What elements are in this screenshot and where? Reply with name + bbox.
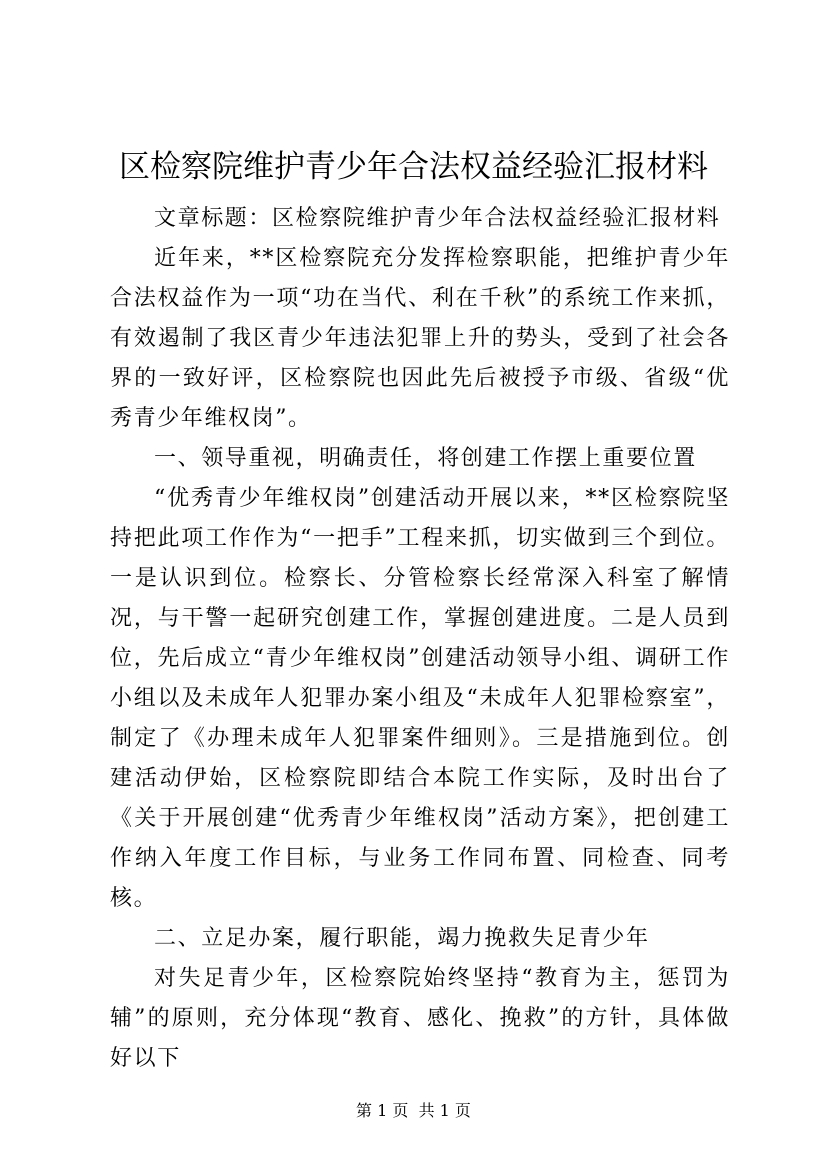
document-title: 区检察院维护青少年合法权益经验汇报材料 bbox=[119, 149, 708, 185]
article-title-line: 文章标题：区检察院维护青少年合法权益经验汇报材料 bbox=[154, 206, 721, 231]
section-1-paragraph: “优秀青少年维权岗”创建活动开展以来，**区检察院坚持把此项工作作为“一把手”工程来抓，切实做到三个到位。一是认识到位。检察长、分管检察长经常深入科室了解情况，与干警一起研究创建工作，掌握创建进度。二是人员到位，先后成立“青少年维权岗”创建活动领导小组、调研工作小组以及未成年人犯罪办案小组及“未成年人犯罪检察室”，制定了《办理未成年人犯罪案件细则》。三是措施到位。创建活动伊始，区检察院即结合本院工作实际，及时出台了《关于开展创建“优秀青少年维权岗”活动方案》，把创建工作纳入年度工作目标，与业务工作同布置、同检查、同考核。 bbox=[110, 486, 730, 911]
section-2-paragraph: 对失足青少年，区检察院始终坚持“教育为主，惩罚为辅”的原则，充分体现“教育、感化、挽救”的方针，具体做好以下 bbox=[110, 966, 730, 1071]
page-number: 第 1 页 共 1 页 bbox=[356, 1101, 471, 1120]
document-body bbox=[110, 199, 730, 1079]
section-heading-1: 一、领导重视，明确责任，将创建工作摆上重要位置 bbox=[154, 446, 697, 471]
page-footer bbox=[0, 1101, 827, 1121]
section-heading-2: 二、立足办案，履行职能，竭力挽救失足青少年 bbox=[154, 926, 650, 951]
intro-paragraph: 近年来，**区检察院充分发挥检察职能，把维护青少年合法权益作为一项“功在当代、利在千秋”的系统工作来抓，有效遏制了我区青少年违法犯罪上升的势头，受到了社会各界的一致好评，区检察院也因此先后被授予市级、省级“优秀青少年维权岗”。 bbox=[110, 246, 730, 431]
